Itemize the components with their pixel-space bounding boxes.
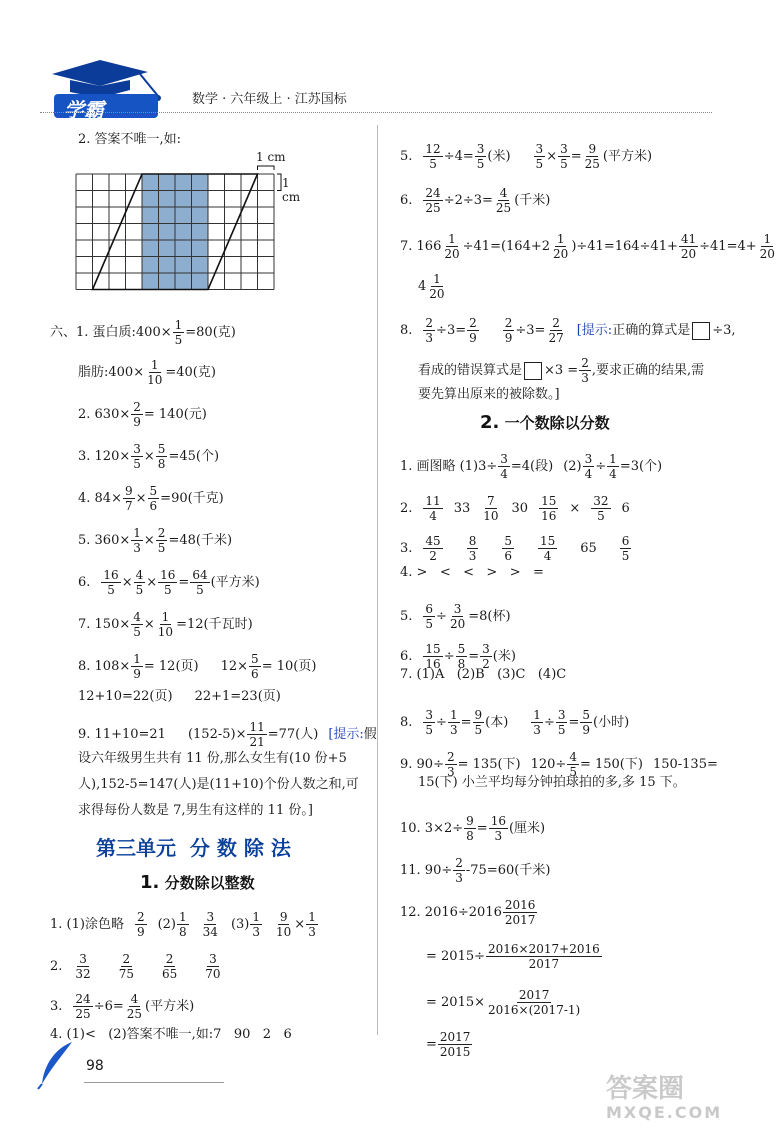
- fraction: $\frac{9}{10}$: [276, 910, 292, 939]
- right-s9-line2: 15(下) 小兰平均每分钟拍球拍的多,多 15 下。: [418, 775, 686, 790]
- fraction: $\frac{5}{6}$: [149, 484, 158, 513]
- fraction: $\frac{1}{3}$: [449, 708, 458, 737]
- fraction: $\frac{3}{32}$: [75, 952, 91, 981]
- fraction: $\frac{6}{5}$: [425, 602, 434, 631]
- fraction: $\frac{3}{5}$: [476, 142, 485, 171]
- fraction: $\frac{32}{5}$: [593, 494, 609, 523]
- fraction: $\frac{64}{5}$: [192, 568, 208, 597]
- left-q6: 6. $\frac{16}{5}$ × $\frac{4}{5}$ × $\frac{16}{5}$ = $\frac{64}{5}$ (平方米): [78, 568, 260, 597]
- fraction: $\frac{45}{2}$: [425, 534, 441, 563]
- right-r8-line2: 看成的错误算式是 ×3 = $\frac{2}{3}$ ,要求正确的结果,需: [418, 356, 705, 385]
- fraction: $\frac{6}{5}$: [621, 534, 630, 563]
- fraction: $\frac{15}{16}$: [541, 494, 557, 523]
- fraction: $\frac{2}{9}$: [469, 316, 477, 345]
- fraction: $\frac{1}{3}$: [252, 910, 260, 939]
- fraction: $\frac{2}{27}$: [548, 316, 564, 345]
- right-s11: 11. 90÷ $\frac{2}{3}$ -75=60(千米): [400, 856, 551, 885]
- fraction: $\frac{2016\times 2017+2016}{2017}$: [488, 942, 600, 971]
- dim-top-label: 1 cm: [256, 150, 286, 164]
- right-s4: 4. > < < > > =: [400, 565, 544, 580]
- left-u3: 3. $\frac{24}{25}$ ÷6= $\frac{4}{25}$ (平方米): [50, 992, 195, 1021]
- left-q8-line2: 12+10=22(页) 22+1=23(页): [78, 689, 281, 704]
- right-s3: 3. $\frac{45}{2}$ $\frac{8}{3}$ $\frac{5}{6}$ $\frac{15}{4}$ 65 $\frac{6}{5}$: [400, 534, 630, 563]
- fraction: $\frac{5}{8}$: [157, 442, 166, 471]
- fraction: $\frac{5}{6}$: [504, 534, 512, 563]
- left-u1: 1. (1)涂色略 $\frac{2}{9}$ (2) $\frac{1}{8}$ $\frac{3}{34}$ (3) $\frac{1}{3}$ $\frac{9}{10}$ × $\frac{1}{3}$: [50, 910, 316, 939]
- fraction: $\frac{16}{3}$: [490, 814, 506, 843]
- right-s9: 9. 90÷ $\frac{2}{3}$ = 135(下) 120÷ $\frac{4}{5}$ = 150(下) 150-135=: [400, 750, 718, 779]
- left-q9: 9. 11+10=21 (152-5)× $\frac{11}{21}$ =77(人) [提示: 假: [78, 720, 377, 749]
- right-s6: 6. $\frac{15}{16}$ ÷ $\frac{5}{8}$ = $\frac{3}{2}$ (米): [400, 642, 516, 671]
- blank-box: [524, 362, 542, 380]
- right-r8-line3: 要先算出原来的被除数。]: [418, 387, 560, 402]
- left-q9-line4: 求得每份人数是 7,男生有这样的 11 份。]: [78, 803, 313, 818]
- left-q8: 8. 108× $\frac{1}{9}$ = 12(页) 12× $\frac{5}{6}$ = 10(页): [78, 652, 317, 681]
- fraction: $\frac{9}{7}$: [124, 484, 133, 513]
- header-rule: [40, 112, 712, 113]
- fraction: $\frac{3}{5}$: [133, 442, 141, 471]
- right-r8: 8. $\frac{2}{3}$ ÷3= $\frac{2}{9}$ $\frac{2}{9}$ ÷3= $\frac{2}{27}$ [提示: 正确的算式是 ÷3,: [400, 316, 736, 345]
- fraction: $\frac{4}{5}$: [569, 750, 577, 779]
- left-s6-1: 六、1. 蛋白质:400× $\frac{1}{5}$ =80(克): [50, 318, 236, 347]
- dim-bracket-top: [258, 166, 275, 170]
- dim-bracket-right: [277, 174, 281, 191]
- right-s8: 8. $\frac{3}{5}$ ÷ $\frac{1}{3}$ = $\frac{9}{5}$ (本) $\frac{1}{3}$ ÷ $\frac{3}{5}$ = $\frac{5}{9}$ (小时): [400, 708, 630, 737]
- right-r5: 5. $\frac{12}{5}$ ÷4= $\frac{3}{5}$ (米) $\frac{3}{5}$ × $\frac{3}{5}$ = $\frac{9}{25}$ (平方米): [400, 142, 653, 171]
- watermark: [606, 1074, 742, 1130]
- watermark-top: 答案圈: [606, 1074, 685, 1104]
- fraction: $\frac{2}{3}$: [425, 316, 434, 345]
- fraction: $\frac{11}{21}$: [249, 720, 265, 749]
- fraction: $\frac{1}{20}$: [759, 232, 775, 261]
- right-s2: 2. $\frac{11}{4}$ 33 $\frac{7}{10}$ 30 $\frac{15}{16}$ × $\frac{32}{5}$ 6: [400, 494, 630, 523]
- right-s7: 7. (1)A (2)B (3)C (4)C: [400, 667, 567, 682]
- fraction: $\frac{8}{3}$: [468, 534, 477, 563]
- fraction: $\frac{2}{3}$: [446, 750, 455, 779]
- left-q3: 3. 120× $\frac{3}{5}$ × $\frac{5}{8}$ =45(个): [78, 442, 220, 471]
- fraction: $\frac{2}{3}$: [455, 856, 463, 885]
- grid-figure: [76, 150, 301, 300]
- fraction: $\frac{3}{34}$: [202, 910, 218, 939]
- fraction: $\frac{5}{6}$: [251, 652, 259, 681]
- fraction: $\frac{1}{4}$: [609, 452, 617, 481]
- fraction: $\frac{4}{5}$: [135, 568, 144, 597]
- fraction: $\frac{1}{9}$: [133, 652, 141, 681]
- fraction: $\frac{2}{9}$: [136, 910, 145, 939]
- left-u2: 2. $\frac{3}{32}$ $\frac{2}{75}$ $\frac{2}{65}$ $\frac{3}{70}$: [50, 952, 221, 981]
- fraction: $\frac{1}{20}$: [444, 232, 460, 261]
- fraction: $\frac{1}{3}$: [133, 526, 141, 555]
- right-s12: 12. 2016÷2016 $\frac{2016}{2017}$: [400, 898, 536, 927]
- fraction: $\frac{3}{4}$: [584, 452, 593, 481]
- subsection-2-title: 2. 一个数除以分数: [480, 412, 610, 433]
- fraction: $\frac{3}{20}$: [449, 602, 466, 631]
- blank-box: [692, 322, 710, 340]
- left-q5: 5. 360× $\frac{1}{3}$ × $\frac{2}{5}$ =48(千米): [78, 526, 233, 555]
- right-s12-l3: = 2015× $\frac{2017}{2016\times(2017-1)}$: [426, 988, 581, 1017]
- column-divider: [377, 125, 378, 1035]
- right-s12-l4: = $\frac{2017}{2015}$: [426, 1030, 471, 1059]
- fraction: $\frac{24}{25}$: [425, 186, 441, 215]
- fraction: $\frac{1}{20}$: [553, 232, 569, 261]
- fraction: $\frac{5}{8}$: [457, 642, 466, 671]
- fraction: $\frac{3}{5}$: [535, 142, 544, 171]
- right-s12-l2: = 2015÷ $\frac{2016\times 2017+2016}{2017}$: [426, 942, 600, 971]
- fraction: $\frac{1}{3}$: [308, 910, 316, 939]
- fraction: $\frac{3}{2}$: [482, 642, 490, 671]
- dim-right-label: 1 cm: [282, 176, 301, 204]
- fraction: $\frac{2}{9}$: [133, 400, 141, 429]
- fraction: $\frac{9}{5}$: [474, 708, 483, 737]
- left-u4: 4. (1)< (2)答案不唯一,如:7 90 2 6: [50, 1027, 292, 1042]
- fraction: $\frac{2}{9}$: [504, 316, 513, 345]
- fraction: $\frac{41}{20}$: [680, 232, 697, 261]
- fraction: $\frac{1}{10}$: [147, 358, 163, 387]
- fraction: $\frac{15}{4}$: [539, 534, 556, 563]
- page-number: 98: [86, 1058, 104, 1074]
- left-q7: 7. 150× $\frac{4}{5}$ × $\frac{1}{10}$ =12(千瓦时): [78, 610, 253, 639]
- fraction: $\frac{2017}{2016\times(2017-1)}$: [488, 988, 581, 1017]
- fraction: $\frac{3}{5}$: [557, 708, 566, 737]
- logo-text: 学霸: [64, 98, 104, 122]
- subsection-1-title: 1. 分数除以整数: [140, 872, 255, 893]
- left-q9-line2: 设六年级男生共有 11 份,那么女生有(10 份+5: [78, 751, 347, 766]
- header-subtitle: 数学 · 六年级上 · 江苏国标: [192, 92, 347, 107]
- fraction: $\frac{16}{5}$: [160, 568, 176, 597]
- right-r7-line2: 4 $\frac{1}{20}$: [418, 272, 445, 301]
- right-r7: 7. 166 $\frac{1}{20}$ ÷41=(164+2 $\frac{1}{20}$ )÷41=164÷41+ $\frac{41}{20}$ ÷41=4+ $\frac{1}{20}$: [400, 232, 775, 261]
- fraction: $\frac{2017}{2015}$: [439, 1030, 471, 1059]
- fraction: $\frac{7}{10}$: [483, 494, 499, 523]
- right-r6: 6. $\frac{24}{25}$ ÷2÷3= $\frac{4}{25}$ (千米): [400, 186, 551, 215]
- fraction: $\frac{1}{10}$: [157, 610, 174, 639]
- fraction: $\frac{15}{16}$: [425, 642, 441, 671]
- fraction: $\frac{4}{25}$: [126, 992, 143, 1021]
- fraction: $\frac{2}{3}$: [581, 356, 589, 385]
- left-q9-line3: 人),152-5=147(人)是(11+10)个份人数之和,可: [78, 777, 359, 792]
- fraction: $\frac{3}{5}$: [560, 142, 568, 171]
- fraction: $\frac{5}{9}$: [582, 708, 591, 737]
- fraction: $\frac{24}{25}$: [75, 992, 91, 1021]
- right-s10: 10. 3×2÷ $\frac{9}{8}$ = $\frac{16}{3}$ (厘米): [400, 814, 546, 843]
- feather-icon: [36, 1040, 76, 1094]
- left-q2b: 2. 630× $\frac{2}{9}$ = 140(元): [78, 400, 207, 429]
- fraction: $\frac{9}{8}$: [466, 814, 474, 843]
- fraction: $\frac{16}{5}$: [103, 568, 119, 597]
- fraction: $\frac{9}{25}$: [584, 142, 600, 171]
- fraction: $\frac{3}{4}$: [500, 452, 508, 481]
- left-q2: 2. 答案不唯一,如:: [78, 132, 182, 147]
- left-fat: 脂肪:400× $\frac{1}{10}$ =40(克): [78, 358, 216, 387]
- left-q4: 4. 84× $\frac{9}{7}$ × $\frac{5}{6}$ =90(千克): [78, 484, 224, 513]
- fraction: $\frac{12}{5}$: [425, 142, 441, 171]
- fraction: $\frac{1}{8}$: [179, 910, 187, 939]
- right-s5: 5. $\frac{6}{5}$ ÷ $\frac{3}{20}$ =8(杯): [400, 602, 511, 631]
- fraction: $\frac{1}{3}$: [533, 708, 541, 737]
- parallelogram-grid: [76, 150, 286, 300]
- fraction: $\frac{1}{20}$: [429, 272, 445, 301]
- fraction: $\frac{2}{75}$: [118, 952, 134, 981]
- watermark-bottom: MXQE.COM: [606, 1103, 723, 1122]
- unit-title: 第三单元 分 数 除 法: [96, 836, 291, 860]
- fraction: $\frac{1}{5}$: [174, 318, 183, 347]
- fraction: $\frac{11}{4}$: [425, 494, 441, 523]
- footer-rule: [84, 1082, 224, 1083]
- fraction: $\frac{4}{5}$: [133, 610, 141, 639]
- fraction: $\frac{4}{25}$: [495, 186, 512, 215]
- right-s1: 1. 画图略 (1)3÷ $\frac{3}{4}$ =4(段) (2) $\frac{3}{4}$ ÷ $\frac{1}{4}$ =3(个): [400, 452, 663, 481]
- fraction: $\frac{3}{5}$: [425, 708, 434, 737]
- fraction: $\frac{2}{5}$: [157, 526, 166, 555]
- fraction: $\frac{2016}{2017}$: [504, 898, 536, 927]
- fraction: $\frac{3}{70}$: [205, 952, 221, 981]
- fraction: $\frac{2}{65}$: [161, 952, 178, 981]
